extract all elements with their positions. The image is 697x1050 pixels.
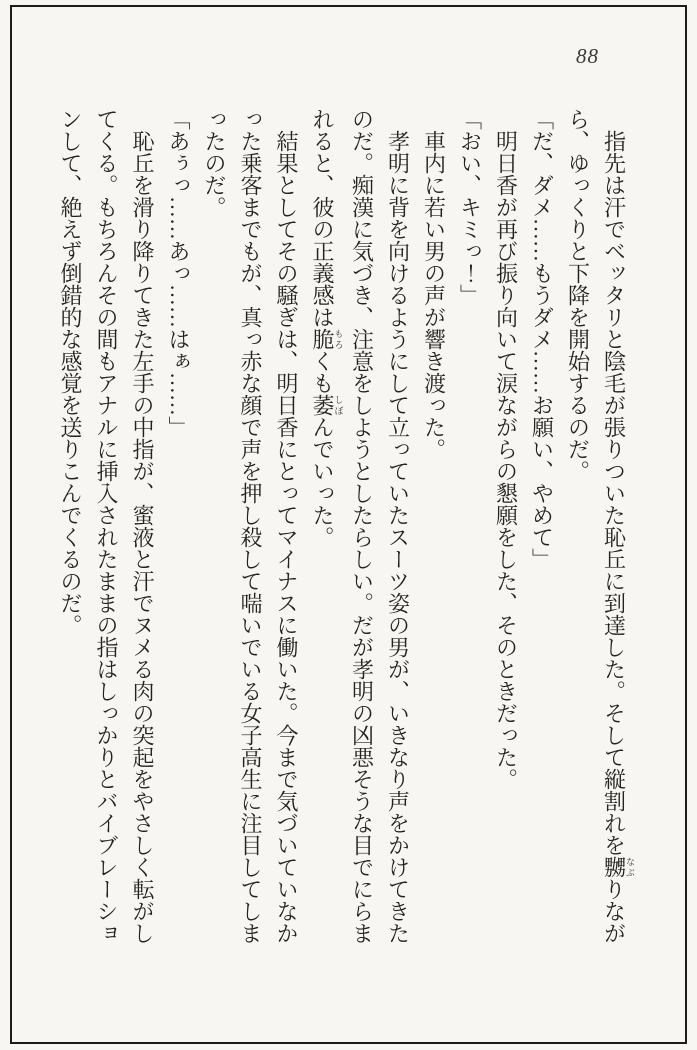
text-column-7: 孝明に背を向けるようにして立っていたスーツ姿の男が、いきなり声をかけてきた xyxy=(385,130,411,944)
text-column-5: 「おい、キミっ！」 xyxy=(457,108,483,306)
text-column-11: った乗客までもが、真っ赤な顔で声を押し殺して喘いでいる女子高生に注目してしま xyxy=(238,108,263,944)
ruby-annotated-kanji: 脆もろ xyxy=(310,328,344,350)
text-column-16: ンして、絶えず倒錯的な感覚を送りこんでくるのだ。 xyxy=(58,108,83,636)
ruby-annotated-kanji: 萎しぼ xyxy=(310,394,344,416)
text-column-10: 結果としてその騒ぎは、明日香にとってマイナスに働いた。今まで気づいていなか xyxy=(274,130,299,944)
text-column-9: れると、彼の正義感は脆もろくも萎しぼんでいった。 xyxy=(310,108,344,548)
text-column-4: 明日香が再び振り向いて涙ながらの懇願をした、そのときだった。 xyxy=(493,130,519,790)
page-number: 88 xyxy=(576,44,599,68)
text-column-8: のだ。痴漢に気づき、注意をしようとしたらしい。だが孝明の凶悪そうな目でにらま xyxy=(349,108,375,944)
text-column-15: てくる。もちろんその間もアナルに挿入されたままの指はしっかりとバイブレーショ xyxy=(94,108,119,944)
ruby-annotated-kanji: 嬲なぶ xyxy=(601,856,635,878)
text-column-3: 「だ、ダメ……もうダメ……お願い、やめて」 xyxy=(529,108,555,570)
text-column-6: 車内に若い男の声が響き渡った。 xyxy=(421,130,447,460)
text-column-2: ら、ゆっくりと下降を開始するのだ。 xyxy=(565,108,591,482)
text-column-13: 「あぅっ……あっ……はぁ……」 xyxy=(166,108,191,438)
text-column-12: ったのだ。 xyxy=(202,108,227,218)
text-column-14: 恥丘を滑り降りてきた左手の中指が、蜜液と汗でヌメる肉の突起をやさしく転がし xyxy=(130,130,155,944)
text-column-1: 指先は汗でベッタリと陰毛が張りついた恥丘に到達した。そして縦割れを嬲なぶりなが xyxy=(601,130,635,944)
vertical-text-body xyxy=(52,108,635,950)
